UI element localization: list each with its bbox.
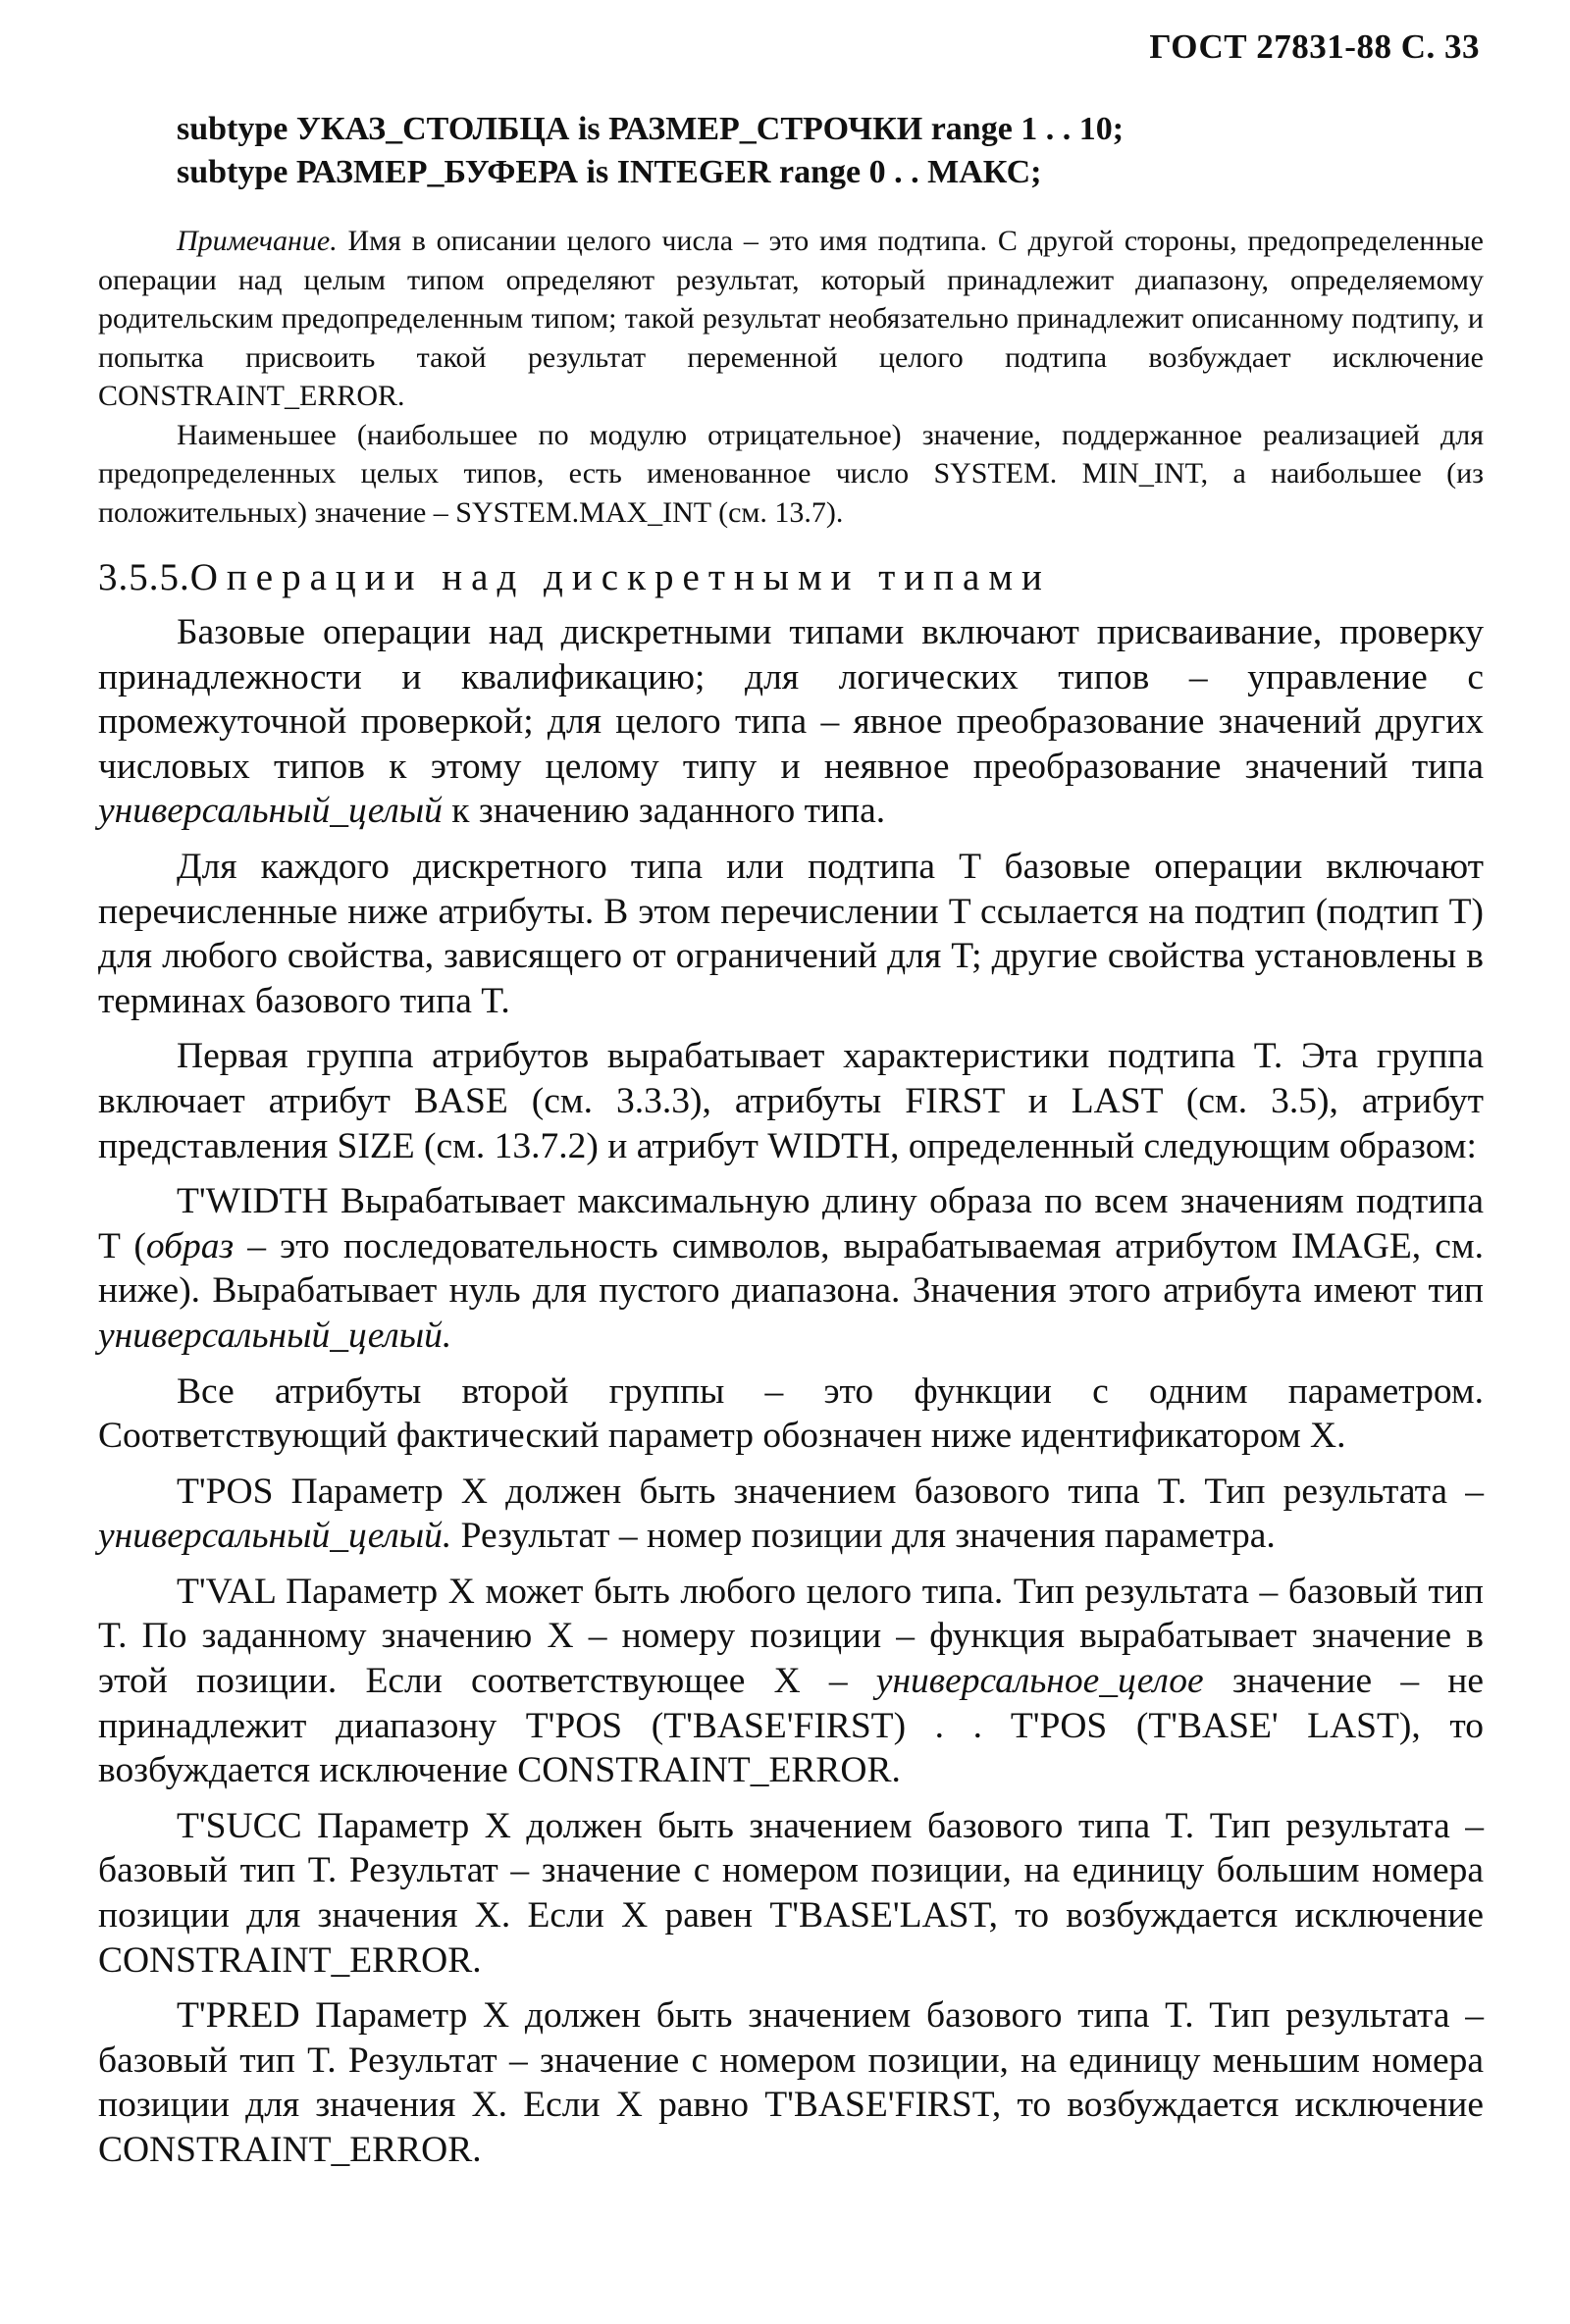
note-text: Имя в описании целого числа – это имя подтипа. С другой стороны, предопределенные операции над целым типом определяют результат, который принадлежит диапазону, определяемому родительским предопределенным типом; такой результат необязательно принадлежит описанному подтипу, и попытка присвоить такой результат переменной целого подтипа возбуждает исключение CONSTRAINT_ERROR.: [98, 225, 1484, 412]
paragraph: [98, 610, 1484, 834]
text-run: T'VAL Параметр X может быть любого целого типа. Тип результата – базовый тип T. По заданному значению X – номеру позиции – функция вырабатывает значение в этой позиции. Если соответствующее X –: [98, 1571, 1484, 1702]
section-title: Операции над дискретными типами: [189, 556, 1051, 598]
paragraph: Первая группа атрибутов вырабатывает характеристики подтипа T. Эта группа включает атрибут BASE (см. 3.3.3), атрибуты FIRST и LAST (см. 3.5), атрибут представления SIZE (см. 13.7.2) и атрибут WIDTH, определенный следующим образом:: [98, 1036, 1484, 1166]
attribute-definition-pos: [98, 1470, 1484, 1559]
italic-term: универсальный_целый.: [98, 1516, 452, 1557]
note-block: [98, 222, 1484, 532]
attribute-definition-pred: T'PRED Параметр X должен быть значением базового типа T. Тип результата – базовый тип T. Результат – значение с номером позиции, на единицу меньшим номера позиции для значения X. Если X равно T'BASE'FIRST, то возбуждается исключение CONSTRAINT_ERROR.: [98, 1995, 1484, 2170]
note-label: Примечание.: [177, 225, 338, 257]
attribute-definition-succ: T'SUCC Параметр X должен быть значением базового типа T. Тип результата – базовый тип T. Результат – значение с номером позиции, на единицу большим номера позиции для значения X. Если X равен T'BASE'LAST, то возбуждается исключение CONSTRAINT_ERROR.: [98, 1805, 1484, 1981]
paragraph: Для каждого дискретного типа или подтипа T базовые операции включают перечисленные ниже атрибуты. В этом перечислении T ссылается на подтип (подтип T) для любого свойства, зависящего от ограничений для T; другие свойства установлены в терминах базового типа T.: [98, 846, 1484, 1021]
text-run: Результат – номер позиции для значения параметра.: [451, 1516, 1276, 1557]
note-paragraph: [98, 222, 1484, 416]
text-run: – это последовательность символов, вырабатываемая атрибутом IMAGE, см. ниже). Вырабатывает нуль для пустого диапазона. Значения этого атрибута имеют тип: [98, 1225, 1484, 1312]
attribute-definition-val: [98, 1570, 1484, 1793]
running-header: ГОСТ 27831-88 С. 33: [1149, 27, 1480, 66]
attribute-definition-width: [98, 1179, 1484, 1358]
section-heading: [98, 553, 1484, 602]
code-line: subtype УКАЗ_СТОЛБЦА is РАЗМЕР_СТРОЧКИ range 1 . . 10;: [177, 111, 1125, 147]
main-text: [98, 610, 1484, 2173]
italic-term: образ: [145, 1225, 235, 1266]
section-number: 3.5.5.: [98, 556, 190, 598]
text-run: T'POS Параметр X должен быть значением базового типа T. Тип результата –: [177, 1471, 1484, 1512]
note-paragraph-2: Наименьшее (наибольшее по модулю отрицательное) значение, поддержанное реализацией для предопределенных целых типов, есть именованное число SYSTEM. MIN_INT, а наибольшее (из положительных) значение – SYSTEM.MAX_INT (см. 13.7).: [98, 418, 1484, 529]
text-run: значение – не принадлежит диапазону T'POS (T'BASE'FIRST) . . T'POS (T'BASE' LAST), то возбуждается исключение CONSTRAINT_ERROR.: [98, 1661, 1484, 1791]
italic-term: универсальное_целое: [875, 1661, 1204, 1702]
page-body: [98, 108, 1484, 2184]
italic-term: универсальный_целый: [98, 791, 443, 832]
code-line: subtype РАЗМЕР_БУФЕРА is INTEGER range 0 . . МАКС;: [177, 154, 1042, 190]
italic-term: универсальный_целый.: [98, 1315, 452, 1356]
text-run: Базовые операции над дискретными типами включают присваивание, проверку принадлежности и квалификацию; для логических типов – управление с промежуточной проверкой; для целого типа – явное преобразование значений других числовых типов к этому целому типу и неявное преобразование значений типа: [98, 612, 1484, 787]
text-run: к значению заданного типа.: [442, 791, 886, 832]
paragraph: Все атрибуты второй группы – это функции с одним параметром. Соответствующий фактический параметр обозначен ниже идентификатором X.: [98, 1370, 1484, 1457]
code-block: [177, 108, 1484, 194]
text-run: T'WIDTH Вырабатывает максимальную длину образа по всем значениям подтипа T (: [98, 1181, 1484, 1266]
